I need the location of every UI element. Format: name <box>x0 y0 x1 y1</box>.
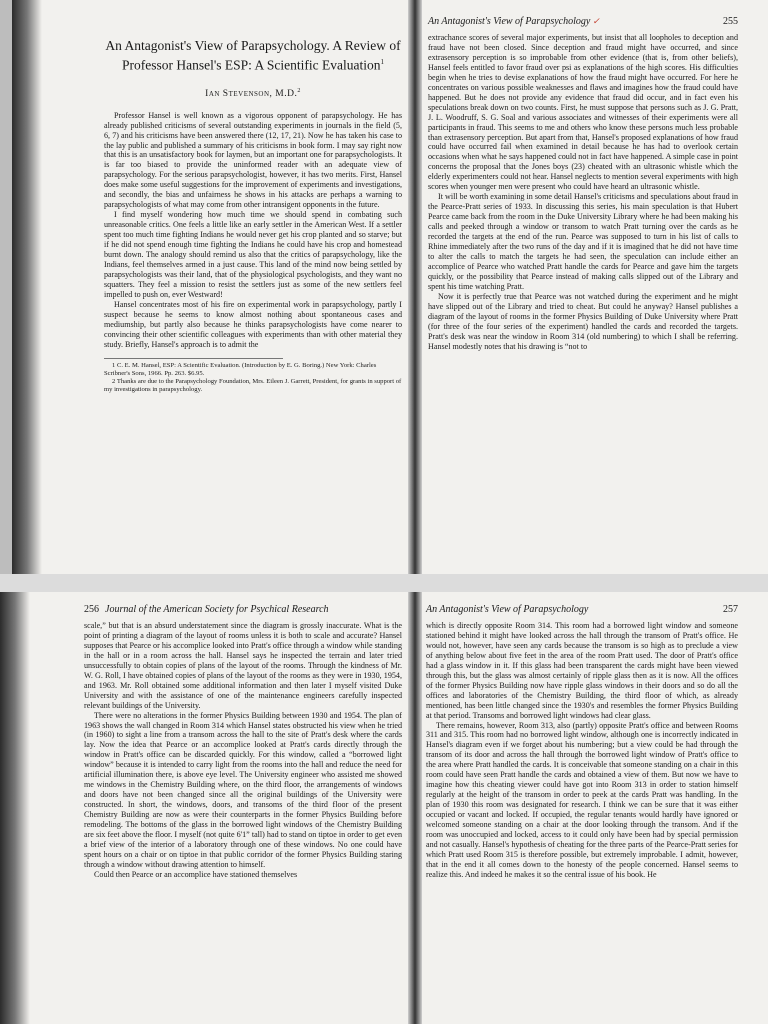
footnote-2: 2 Thanks are due to the Parapsychology Foundation, Mrs. Eileen J. Garrett, President, for grants in support of my investigations in parapsychology. <box>104 377 402 393</box>
paragraph: Professor Hansel is well known as a vigorous opponent of parapsychology. He has already published criticisms of several outstanding experiments in journals in the field (5, 6, 7) and his criticisms have been answered there (12, 17, 21). Now he has taken his case to the lay public and published a summary of his criticisms in book form. I may say right now that this is an unsatisfactory book for laymen, but an important one for parapsychologists. It is far too biased to provide the uninformed reader with an adequate view of parapsychology. For the serious parapsychologist, however, it has two merits. First, Hansel does make some useful suggestions for the improvement of experiments and investigations, and secondly, the bias and unfairness he shows in his attacks are perhaps a warning to parapsychologists of what may come from other intransigent opponents in the future. <box>104 110 402 210</box>
book-gutter <box>408 592 422 1024</box>
running-title: Journal of the American Society for Psychical Research <box>105 604 329 615</box>
running-head <box>428 16 738 27</box>
article-body <box>426 621 738 880</box>
paragraph: There were no alterations in the former Physics Building between 1930 and 1954. The plan of 1963 shows the wall changed in Room 314 which Hansel states obstructed his view when he tried (in 1960) to sight a line from a transom across the hall to the site of Pratt's desk where the cards lay. Now the idea that Pearce or an accomplice looked at Pratt's cards directly through the window in Pratt's office can be discarded quickly. For this window, called a “borrowed light window” because it is intended to carry light from the rooms into the hall and reduce the need for artificial illumination there, is above eye level. The University engineer who assisted me showed me windows in the Chemistry Building where, on the third floor, the arrangements of windows and doors have not been changed since all the original buildings of the University were constructed. In short, the windows, doors, and transoms of the third floor of the present Chemistry Building are now as were their counterparts in the former Physics Building before remodeling. The bottoms of the glass in the borrowed light windows of the Chemistry Building are six feet above the floor. I myself (not quite 6'1” tall) had to stand on tiptoe in order to get even a brief view of the interior of a laboratory through one of these windows. No one could have spent hours on a chair or on tiptoe in that public corridor of the former Physics Building staring through a window without drawing attention to himself. <box>84 710 402 869</box>
pencil-mark-icon: ✓ <box>592 16 600 26</box>
footnotes <box>104 362 402 394</box>
article-title: An Antagonist's View of Parapsychology. A Review of Professor Hansel's ESP: A Scientific Evaluation$^1$ <box>105 38 401 73</box>
paragraph: I find myself wondering how much time we should spend in combating such unreasonable critics. One feels a little like an early settler in the American West. If a settler spent too much time fighting Indians he would never get his crop planted and so starve; but if he did not spend enough time fighting the Indians he could have his crop and homestead burnt down. The analogy should remind us also that the critics of parapsychology, like the Indians, feel themselves armed in a just cause. This land of the mind now being settled by parapsychologists was their land, that of the physiological psychologists, and they want no squatters. They feel a mission to resist the settlers just as some of the new settlers feel impelled to push on, ever Westward! <box>104 210 402 299</box>
paragraph: It will be worth examining in some detail Hansel's criticisms and speculations about fraud in the Pearce-Pratt series of 1933. In discussing this series, his main speculation is that Hubert Pearce came back from the room in the Duke University Library where he had been making his calls and peeked through a window or transom to watch Pratt turning over the cards as he recorded the targets at the end of the run. Pearce was supposed to turn in his list of calls to Rhine immediately after the two runs of the day and if it is imagined that he did not have time to alter the calls to match the targets he had seen, the speculation can include either an accomplice of Pearce who watched Pratt handle the cards for Pearce and gave him the targets quickly, or the possibility that Pearce instead of making calls slipped out of the Library and spent his time watching Pratt. <box>428 192 738 291</box>
page-top-right <box>416 0 768 574</box>
paragraph: scale,” but that is an absurd understatement since the diagram is grossly inaccurate. What is the point of printing a diagram of the layout of rooms unless it is both to scale and accurate? Hansel supposes that Pearce or his accomplice looked into Pratt's office through a window while standing in the hall or in a room across the hall. Hansel says he inspected the terrain and later tried unsuccessfully to obtain copies of plans of the layout of the rooms. Through the kindness of Mr. W. G. Roll, I have obtained copies of plans of the layout of the rooms as they were in 1930, 1954, and 1963. Mr. Roll obtained some additional information and then later I myself visited Duke University and with the assistance of one of the maintenance engineers carefully inspected relevant buildings of the University. <box>84 621 402 710</box>
author-byline: Ian Stevenson, M.D.$^2$ <box>205 87 301 99</box>
page-number: 255 <box>723 16 738 27</box>
paragraph: which is directly opposite Room 314. This room had a borrowed light window and someone stationed behind it might have looked across the hall through the transom of Pratt's office. He would not, however, have seen any cards because the transom is so high as to preclude a view of anything below about five feet in the area of the room Pratt used. The door of Pratt's office had a glass window in it. If this glass had been transparent the cards might have been viewed through this, but the glass was almost certainly of ripple glass then as it is now. All the offices of the former Physics Building now have ripple glass windows in their doors and so do all the offices and laboratories of the Chemistry Building, the third floor of which, as already mentioned, has been little changed since the 1930's and resembles the former Physics Building at that period. Transoms and borrowed light windows had clear glass. <box>426 621 738 720</box>
paragraph: Could then Pearce or an accomplice have stationed themselves <box>94 869 298 879</box>
book-gutter <box>408 0 422 574</box>
paragraph: Hansel concentrates most of his fire on experimental work in parapsychology, partly I suspect because he seems to know almost nothing about spontaneous cases and mediumship, but partly also because he thinks parapsychologists have come nearer to convincing their other scientific colleagues with experiments than with other material they study. Briefly, Hansel's approach is to admit the <box>104 299 402 349</box>
article-body <box>104 111 402 350</box>
page-bottom-right <box>416 592 768 1024</box>
page-bottom-left <box>0 592 416 1024</box>
page-number: 257 <box>723 604 738 615</box>
footnote-1: 1 C. E. M. Hansel, ESP: A Scientific Evaluation. (Introduction by E. G. Boring.) New York: Charles Scribner's Sons, 1966. Pp. 263. $6.95. <box>104 361 377 377</box>
paragraph: There remains, however, Room 313, also (partly) opposite Pratt's office and between Rooms 311 and 315. This room had no borrowed light window, although one is incorrectly indicated in Hansel's diagram even if we forget about his numbering; but a view could be had through the transom of its door and across the hall through the borrowed light window of Pratt's office to the area where Pratt handled the cards. It is conceivable that someone standing on a chair in this room could have seen Pratt handle the cards and obtained a view of them. But now we have to imagine how this cheating viewer could have got into Room 313 in order to station himself regularly at the height of the transom in order to peek at the cards Pratt was handling. In the plan of 1930 this room was designated for research. I think we can be sure that it was either occupied or vacant and locked. If occupied, the regular tenants would hardly have ignored or welcomed someone standing on a chair at the door looking through the transom. And if the room was unoccupied and locked, access to it could only have been had by special permission and not casually. Hansel's hypothesis of cheating for the three parts of the Pearce-Pratt series for which Pratt used Room 315 is therefore possible, but extremely improbable. I admit, however, that in the end it all comes down to the honesty of the people concerned. Hansel seems to realize this. And indeed he makes it so the central issue of his book. He <box>426 720 738 879</box>
paragraph: extrachance scores of several major experiments, but insist that all loopholes to deception and fraud have not been closed. Since deception and fraud might have occurred, and since extrasensory perception is so improbable from other evidence (that is, from other beliefs), Hansel feels entitled to favor fraud over psi as explanations of the high scores. His difficulties begin when he tries to devise explanations of how the fraud might have occurred. For here he concentrates on various possible weaknesses and flaws and imagines how the fraud could have happened. But he does not provide any evidence that fraud did occur, and in fact even his speculations break down on two counts. First, he must suppose that persons such as J. G. Pratt, J. L. Woodruff, S. G. Soal and various associates and witnesses of their experiments were all participants in fraud. This seems to me and others who know these persons much less probable than extrasensory perception. But apart from that, Hansel's proposed explanations of how fraud could have occurred fail when examined in detail because he has had to overlook certain occasions when what he says happened could not in fact have happened. A simple case in point concerns the proposal that the Jones boys (23) cheated with an ultrasonic whistle which the elderly experimenters could not hear. Hansel neglects to mention several experiments with high scores when younger men were present who could have heard an ultrasonic whistle. <box>428 33 738 192</box>
book-edge-shadow <box>12 0 42 574</box>
running-title: An Antagonist's View of Parapsychology <box>426 604 589 615</box>
running-head <box>84 604 402 615</box>
paragraph: Now it is perfectly true that Pearce was not watched during the experiment and he might have slipped out of the Library and tried to cheat. But could he anyway? Hansel publishes a diagram of the layout of rooms in the former Physics Building of Duke University where Pratt (for three of the four series of the experiment) handled the cards and recorded the targets. Pratt's desk was near the window in Room 314 (old numbering) to which I shall be referring. Hansel modestly notes that his drawing is “not to <box>428 291 738 351</box>
book-edge-shadow <box>0 592 30 1024</box>
page-top-left <box>12 0 416 574</box>
running-head <box>426 604 738 615</box>
page-number: 256 <box>84 604 99 615</box>
running-title: An Antagonist's View of Parapsychology ✓ <box>428 16 600 27</box>
article-header <box>104 38 402 99</box>
scan-divider <box>0 574 768 592</box>
article-body <box>84 621 402 880</box>
article-body <box>428 33 738 352</box>
